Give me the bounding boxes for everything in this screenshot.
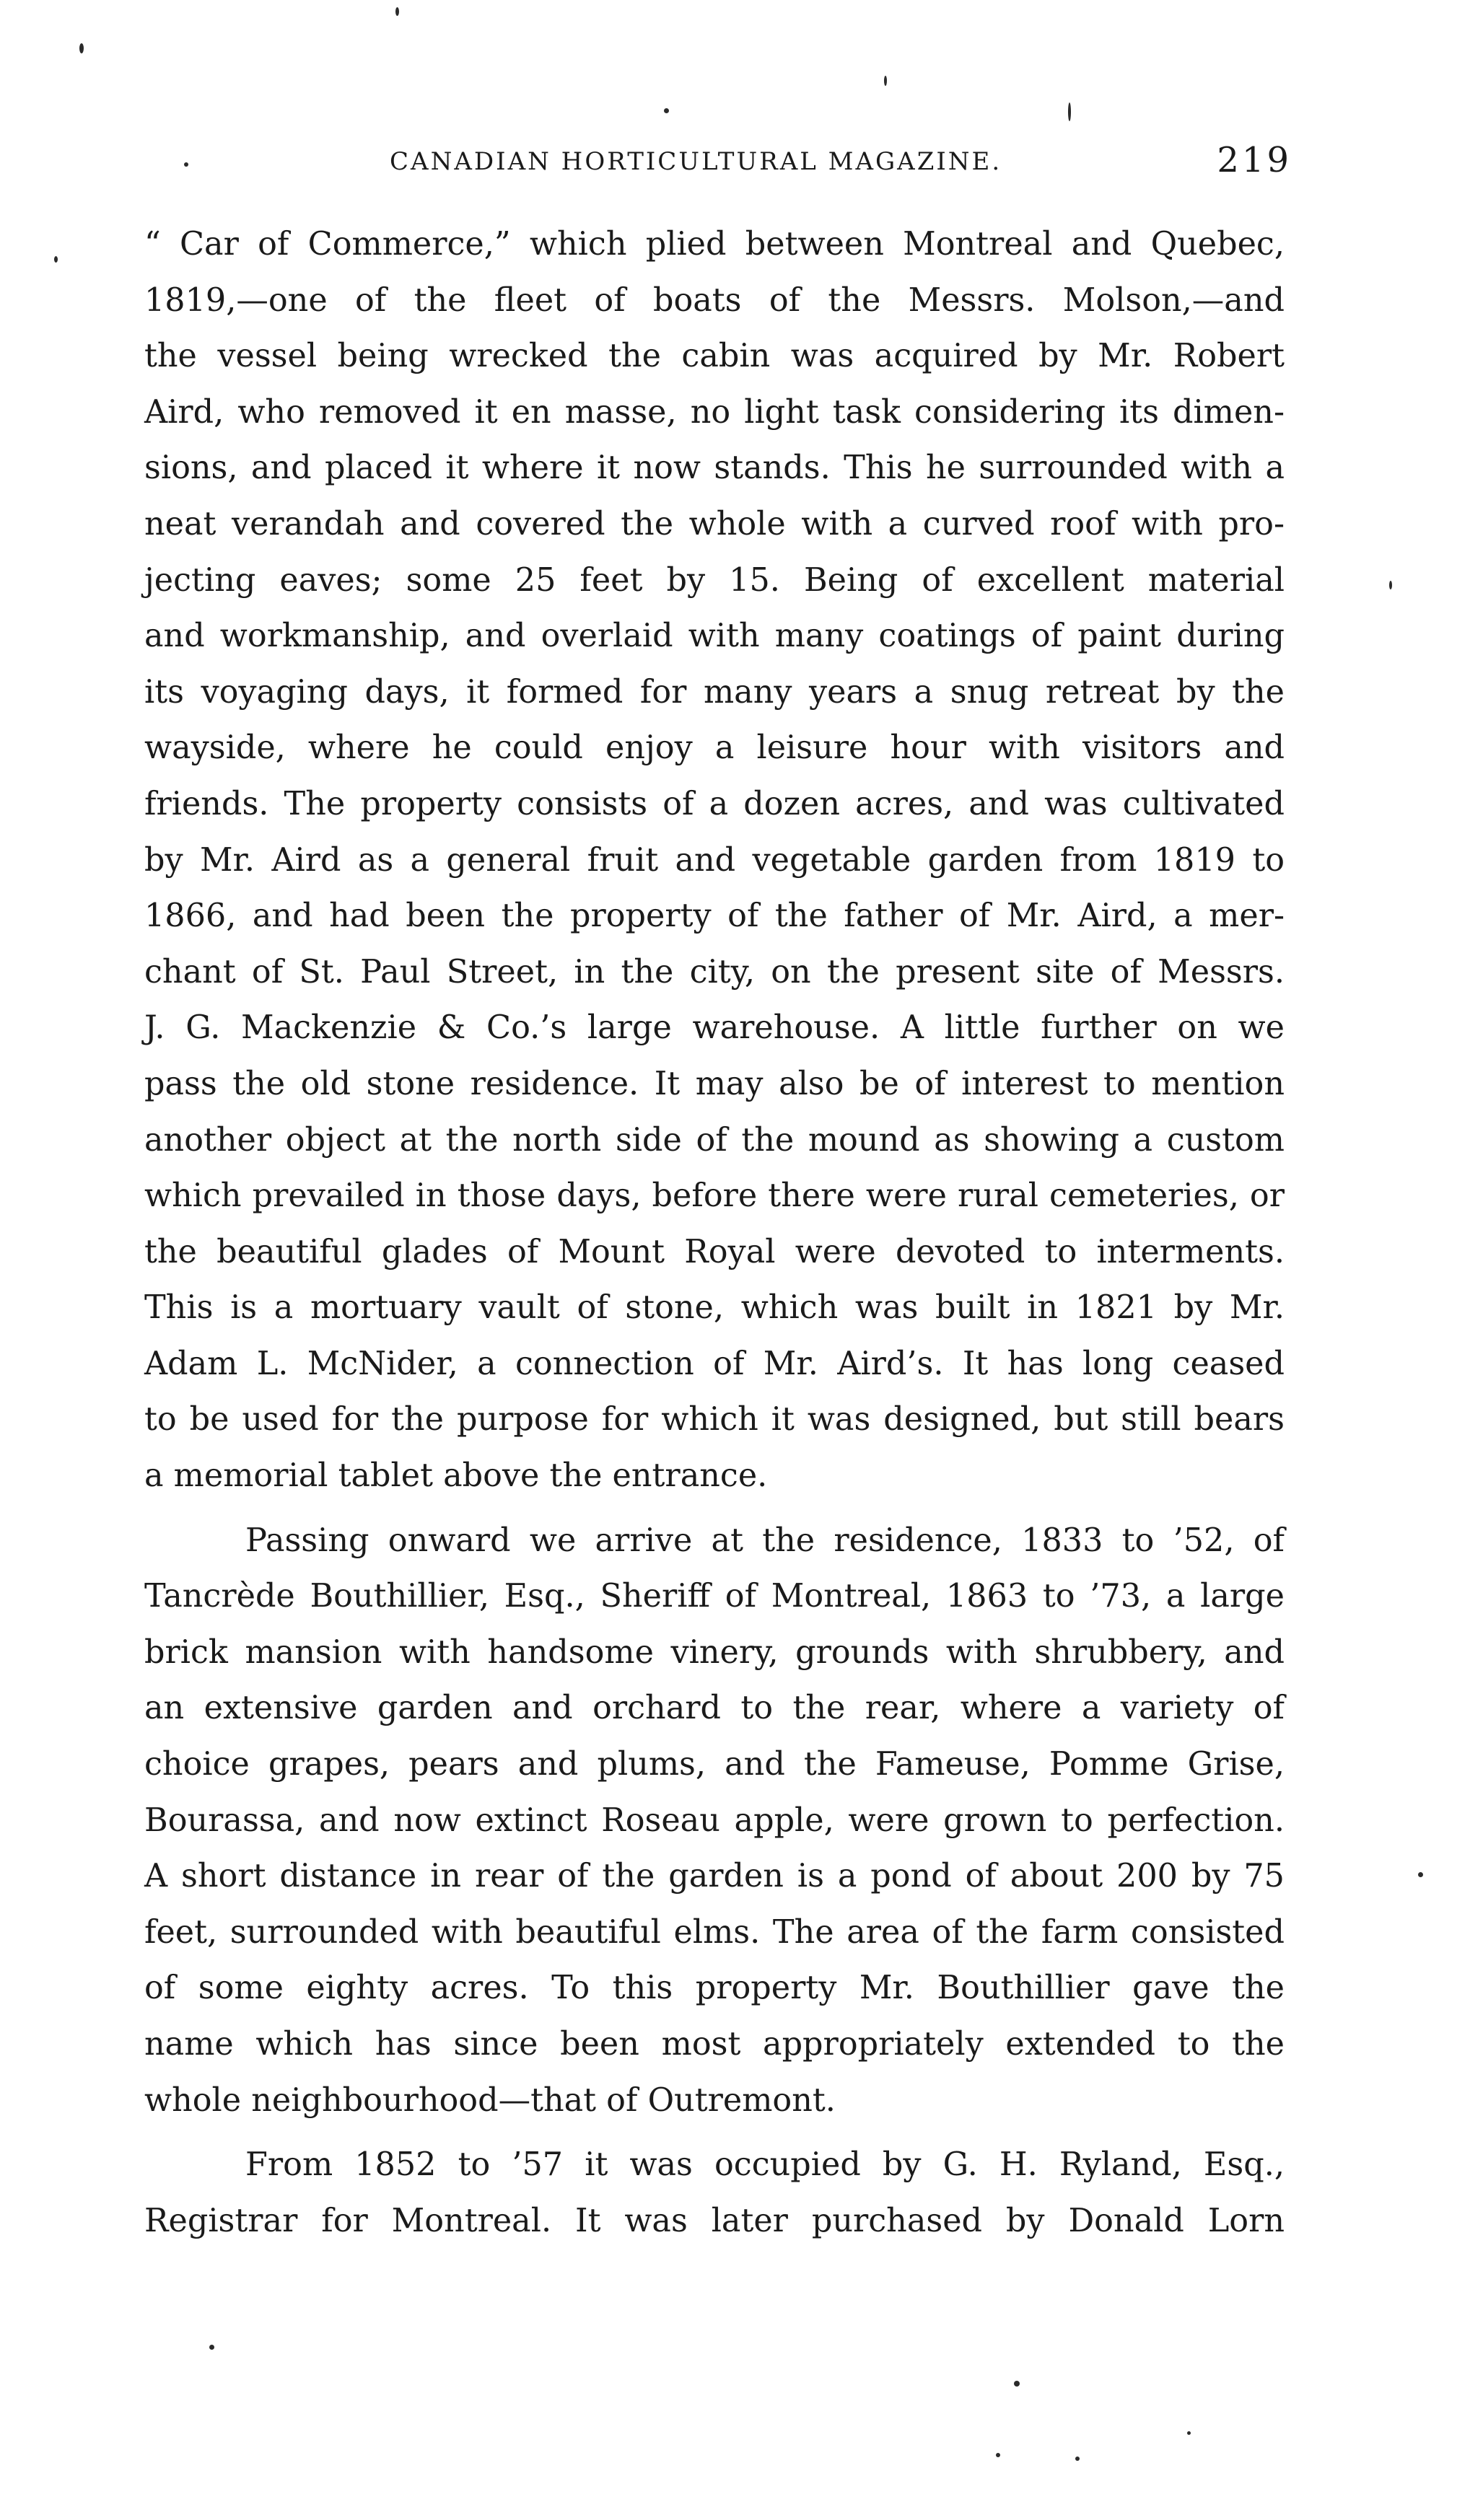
speck xyxy=(1418,1872,1423,1877)
speck xyxy=(79,43,84,53)
speck xyxy=(184,162,188,167)
text-line: the vessel being wrecked the cabin was acquired by Mr. Robert xyxy=(144,338,1285,375)
speck xyxy=(664,108,669,113)
text-line: by Mr. Aird as a general fruit and vegetable garden from 1819 to xyxy=(144,841,1285,879)
text-line: 1819,—one of the fleet of boats of the Messrs. Molson,—and xyxy=(144,281,1285,319)
speck xyxy=(54,256,58,263)
speck xyxy=(1075,2457,1080,2461)
speck xyxy=(1389,581,1392,589)
text-line: another object at the north side of the mound as showing a custom xyxy=(144,1121,1285,1159)
text-line: Bourassa, and now extinct Roseau apple, were grown to perfection. xyxy=(144,1801,1285,1839)
text-line: feet, surrounded with beautiful elms. The area of the farm consisted xyxy=(144,1913,1285,1951)
text-line: Adam L. McNider, a connection of Mr. Aird’s. It has long ceased xyxy=(144,1345,1285,1382)
text-line: “ Car of Commerce,” which plied between Montreal and Quebec, xyxy=(144,226,1285,263)
text-line: Aird, who removed it en masse, no light task considering its dimen- xyxy=(144,393,1285,431)
text-line: a memorial tablet above the entrance. xyxy=(144,1457,768,1495)
text-line: A short distance in rear of the garden is a pond of about 200 by 75 xyxy=(144,1858,1285,1895)
text-line: to be used for the purpose for which it was designed, but still bears xyxy=(144,1401,1285,1439)
text-line: From 1852 to ’57 it was occupied by G. H. Ryland, Esq., xyxy=(245,2146,1285,2184)
text-line: friends. The property consists of a dozen acres, and was cultivated xyxy=(144,785,1285,822)
text-line: brick mansion with handsome vinery, grounds with shrubbery, and xyxy=(144,1633,1285,1671)
speck xyxy=(884,76,887,86)
text-line: of some eighty acres. To this property Mr. Bouthillier gave the xyxy=(144,1970,1285,2007)
speck xyxy=(1068,102,1071,121)
text-line: J. G. Mackenzie & Co.’s large warehouse. A little further on we xyxy=(144,1009,1285,1047)
paragraph-gap xyxy=(144,1504,1285,1513)
text-line: sions, and placed it where it now stands. This he surrounded with a xyxy=(144,449,1285,487)
text-line: name which has since been most appropriately extended to the xyxy=(144,2026,1285,2063)
paragraph xyxy=(144,2137,1285,2249)
speck xyxy=(209,2345,214,2350)
text-line: pass the old stone residence. It may also be of interest to mention xyxy=(144,1065,1285,1102)
text-line: an extensive garden and orchard to the rear, where a variety of xyxy=(144,1690,1285,1727)
page-number: 219 xyxy=(1217,140,1292,180)
speck xyxy=(1014,2381,1020,2387)
text-line: Passing onward we arrive at the residence, 1833 to ’52, of xyxy=(245,1522,1285,1559)
speck xyxy=(395,7,399,16)
text-line: and workmanship, and overlaid with many coatings of paint during xyxy=(144,618,1285,655)
text-line: jecting eaves; some 25 feet by 15. Being of excellent material xyxy=(144,561,1285,599)
paragraph xyxy=(144,1513,1285,2129)
paragraph-gap xyxy=(144,2128,1285,2137)
running-title: CANADIAN HORTICULTURAL MAGAZINE. xyxy=(390,147,1002,176)
text-line: neat verandah and covered the whole with a curved roof with pro- xyxy=(144,505,1285,543)
text-line: Tancrède Bouthillier, Esq., Sheriff of Montreal, 1863 to ’73, a large xyxy=(144,1578,1285,1615)
page-header xyxy=(144,140,1306,188)
speck xyxy=(996,2453,1000,2457)
paragraph xyxy=(144,216,1285,1504)
text-line: its voyaging days, it formed for many years a snug retreat by the xyxy=(144,673,1285,711)
text-line: choice grapes, pears and plums, and the Fameuse, Pomme Grise, xyxy=(144,1746,1285,1783)
text-line: which prevailed in those days, before there were rural cemeteries, or xyxy=(144,1177,1285,1215)
text-line: whole neighbourhood—that of Outremont. xyxy=(144,2081,836,2119)
speck xyxy=(1187,2431,1191,2435)
body-text xyxy=(144,216,1285,2249)
text-line: 1866, and had been the property of the father of Mr. Aird, a mer- xyxy=(144,897,1285,935)
text-line: This is a mortuary vault of stone, which was built in 1821 by Mr. xyxy=(144,1289,1285,1327)
text-line: Registrar for Montreal. It was later purchased by Donald Lorn xyxy=(144,2202,1285,2239)
text-line: the beautiful glades of Mount Royal were devoted to interments. xyxy=(144,1233,1285,1270)
text-line: wayside, where he could enjoy a leisure hour with visitors and xyxy=(144,729,1285,767)
text-line: chant of St. Paul Street, in the city, on the present site of Messrs. xyxy=(144,953,1285,991)
